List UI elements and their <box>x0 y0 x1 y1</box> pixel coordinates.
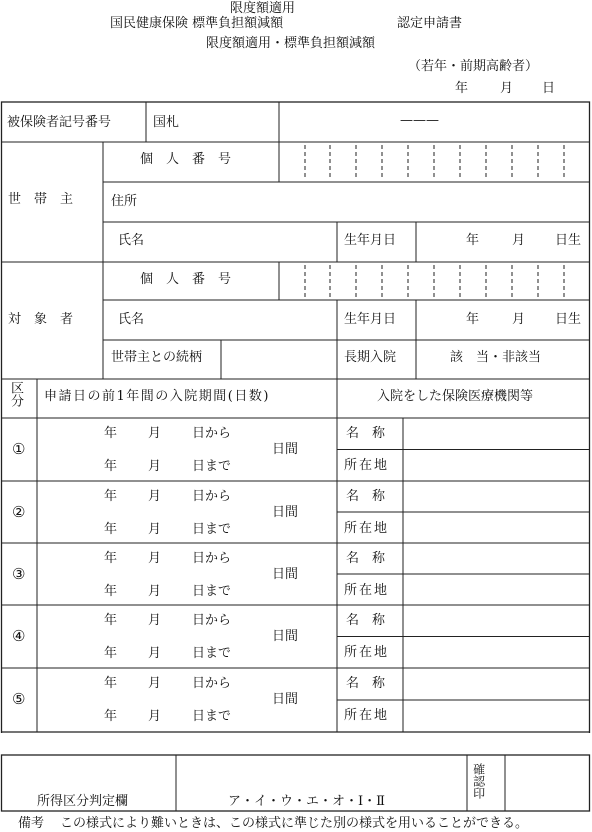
from-year: 年 <box>104 613 118 628</box>
from-year: 年 <box>104 551 118 566</box>
to-month: 月 <box>148 584 162 599</box>
row-index: ⑤ <box>12 690 26 708</box>
to-day: 日まで <box>192 709 232 724</box>
householder-address-label: 住所 <box>111 194 138 209</box>
to-year: 年 <box>104 522 118 537</box>
from-day: 日から <box>192 551 232 566</box>
institution-location-label: 所在地 <box>344 645 390 660</box>
days-label: 日間 <box>272 442 299 457</box>
from-month: 月 <box>148 676 162 691</box>
to-day: 日まで <box>192 584 232 599</box>
subject-birth-year: 年 <box>466 312 480 327</box>
title-line-1: 限度額適用 <box>230 1 296 16</box>
institution-location-label: 所在地 <box>344 708 390 723</box>
institution-name-label: 名 称 <box>346 426 386 441</box>
subject-mynumber-label: 個 人 番 号 <box>140 272 232 287</box>
to-year: 年 <box>104 584 118 599</box>
row-index: ① <box>12 440 26 458</box>
subtitle: （若年・前期高齢者） <box>408 59 539 74</box>
confirm-label: 確認印 <box>471 763 486 799</box>
from-day: 日から <box>192 489 232 504</box>
from-month: 月 <box>148 489 162 504</box>
householder-name-label: 氏名 <box>118 233 145 248</box>
householder-birth-label: 生年月日 <box>344 233 397 248</box>
to-day: 日まで <box>192 646 232 661</box>
to-month: 月 <box>148 646 162 661</box>
to-month: 月 <box>148 522 162 537</box>
title-suffix: 認定申請書 <box>397 16 463 31</box>
insured-dash: ——— <box>400 113 439 128</box>
householder-mynumber-label: 個 人 番 号 <box>140 152 232 167</box>
from-year: 年 <box>104 489 118 504</box>
from-year: 年 <box>104 676 118 691</box>
days-label: 日間 <box>272 629 299 644</box>
from-month: 月 <box>148 613 162 628</box>
insured-number-label: 被保険者記号番号 <box>7 115 112 130</box>
subject-birth-label: 生年月日 <box>344 312 397 327</box>
institution-name-label: 名 称 <box>346 551 386 566</box>
main-frame <box>2 102 590 832</box>
days-label: 日間 <box>272 567 299 582</box>
days-label: 日間 <box>272 505 299 520</box>
row-index: ④ <box>12 627 26 645</box>
householder-section-label: 世 帯 主 <box>8 192 74 207</box>
householder-birth-day: 日生 <box>555 233 582 248</box>
institution-name-label: 名 称 <box>346 613 386 628</box>
note-text: この様式により難いときは、この様式に準じた別の様式を用いることができる。 <box>60 816 529 831</box>
kubun-label: 区分 <box>8 381 23 407</box>
longterm-label: 長期入院 <box>344 350 397 365</box>
from-year: 年 <box>104 426 118 441</box>
income-label: 所得区分判定欄 <box>37 794 129 809</box>
from-month: 月 <box>148 426 162 441</box>
date-month: 月 <box>500 81 514 96</box>
subject-section-label: 対 象 者 <box>8 312 74 327</box>
income-options: ア・イ・ウ・エ・オ・Ⅰ・Ⅱ <box>228 794 385 809</box>
institution-name-label: 名 称 <box>346 676 386 691</box>
to-year: 年 <box>104 459 118 474</box>
to-day: 日まで <box>192 459 232 474</box>
days-label: 日間 <box>272 692 299 707</box>
institution-location-label: 所在地 <box>344 521 390 536</box>
title-line-2: 国民健康保険 標準負担額減額 <box>110 16 284 31</box>
row-index: ③ <box>12 565 26 583</box>
institution-location-label: 所在地 <box>344 458 390 473</box>
to-month: 月 <box>148 709 162 724</box>
to-year: 年 <box>104 709 118 724</box>
relation-label: 世帯主との続柄 <box>111 350 203 365</box>
institution-name-label: 名 称 <box>346 489 386 504</box>
longterm-value: 該 当・非該当 <box>450 350 542 365</box>
to-day: 日まで <box>192 522 232 537</box>
note-label: 備考 <box>18 816 45 831</box>
from-day: 日から <box>192 676 232 691</box>
title-line-3: 限度額適用・標準負担額減額 <box>206 36 376 51</box>
row-index: ② <box>12 503 26 521</box>
kokusatsu-label: 国札 <box>153 115 180 130</box>
from-day: 日から <box>192 426 232 441</box>
institution-location-label: 所在地 <box>344 583 390 598</box>
institution-header: 入院をした保険医療機関等 <box>377 389 534 404</box>
period-header: 申請日の前1年間の入院期間(日数) <box>44 389 270 404</box>
householder-birth-year: 年 <box>466 233 480 248</box>
date-day: 日 <box>542 81 556 96</box>
to-year: 年 <box>104 646 118 661</box>
from-day: 日から <box>192 613 232 628</box>
to-month: 月 <box>148 459 162 474</box>
date-year: 年 <box>455 81 469 96</box>
subject-birth-month: 月 <box>512 312 526 327</box>
subject-birth-day: 日生 <box>555 312 582 327</box>
householder-birth-month: 月 <box>512 233 526 248</box>
from-month: 月 <box>148 551 162 566</box>
subject-name-label: 氏名 <box>118 312 145 327</box>
